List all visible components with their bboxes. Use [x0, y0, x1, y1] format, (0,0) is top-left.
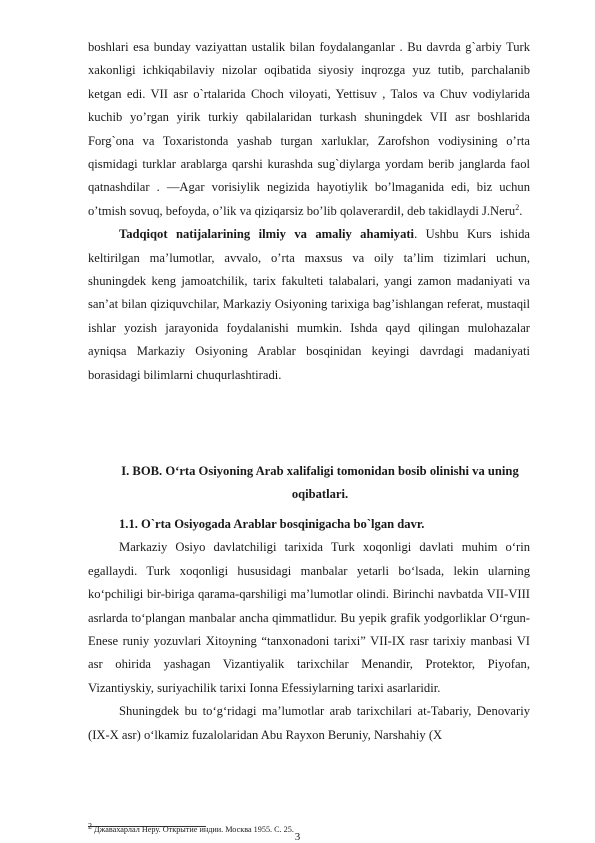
paragraph-2	[88, 223, 530, 387]
paragraph-3: Markaziy Osiyo davlatchiligi tarixida Turk xoqonligi davlati muhim o‘rin egallaydi. Turk xoqonligi hususidagi manbalar yetarli bo‘lsada, lekin ularning ko‘pchiligi bir-biriga qarama-qarshiligi ma’lumotlar olindi. Birinchi navbatda VII-VIII asrlarda to‘plangan manbalar ancha qimmatlidur. Bu yepik grafik yodgorliklar O‘rgun-Enese runiy yozuvlari Xitoyning “tanxonadoni tarixi” VII-IX rasr tarixiy manbasi VI asr ohirida yashagan Vizantiyalik tarixchilar Menandir, Protektor, Piyofan, Vizantiyskiy, suriyachilik tarixi Ionna Efessiylarning tarixi asarlaridir.	[88, 540, 530, 695]
page-number: 3	[294, 831, 301, 843]
footnote-reference: 2	[515, 202, 520, 212]
paragraph-1	[88, 36, 530, 223]
footnote-number: 2	[88, 821, 92, 831]
paragraph-2-lead: Tadqiqot natijalarining ilmiy va amaliy ahamiyati	[119, 227, 415, 242]
paragraph-4: Shuningdek bu to‘g‘ridagi ma’lumotlar arab tarixchilari at-Tabariy, Denovariy (IX-X asr) o‘lkamiz fuzalolaridan Abu Rayxon Beruniy, Narshahiy (X	[88, 704, 530, 742]
paragraph-2-text: . Ushbu Kurs ishida keltirilgan ma’lumotlar, avvalo, o’rta maxsus va oily ta’lim tizimlari uchun, shuningdek keng jamoatchilik, tarix fakulteti talabalari, yangi zamon madaniyati va san’at bilan qiziquvchilar, Markaziy Osiyoning tarixiga bag’ishlangan referat, mustaqil ishlar yozish jarayonida foydalanishi mumkin. Ishda qayd qilingan mulohazalar ayniqsa Markaziy Osiyoning Arablar bosqinidan keyingi davrdagi madaniyati borasidagi bilimlarni chuqurlashtiradi.	[88, 227, 530, 382]
chapter-heading: I. BOB. O‘rta Osiyoning Arab xalifaligi tomonidan bosib olinishi va uning oqibatlari.	[121, 464, 519, 501]
section-heading: 1.1. O`rta Osiyogada Arablar bosqinigacha bo`lgan davr.	[119, 517, 425, 531]
footnote-text: Джавахарлал Неру. Открытие индии. Москва 1955. С. 25.	[94, 825, 294, 834]
paragraph-1-text: boshlari esa bunday vaziyattan ustalik bilan foydalanganlar . Bu davrda g`arbiy Turk xakonligi ichkiqabilaviy nizolar oqibatida siyosiy inqrozga yuz tutib, parchalanib ketgan edi. VII asr o`rtalarida Choch viloyati, Yettisuv , Talos va Chuv vodiylarida kuchib yo’rgan yirik turkiy qabilalaridan turkash shuningdek VII asr boshlarida Forg`ona va Toxaristonda yashab turgan xarluklar, Zarofshon vodiysining o’rta qismidagi turklar arablarga qarshi kurashda sug`diylarga yordam berib janglarda faol qatnashdilar . ―Agar vorisiylik negizida hayotiylik bo’lmaganida edi, biz uchun o’tmish sovuq, befoyda, o’lik va qiziqarsiz bo’lib qolaverardi‖, deb takidlaydi J.Neru	[88, 40, 530, 218]
paragraph-1-end: .	[519, 203, 523, 218]
body-text-bottom	[88, 513, 530, 747]
body-text-top	[88, 36, 530, 387]
